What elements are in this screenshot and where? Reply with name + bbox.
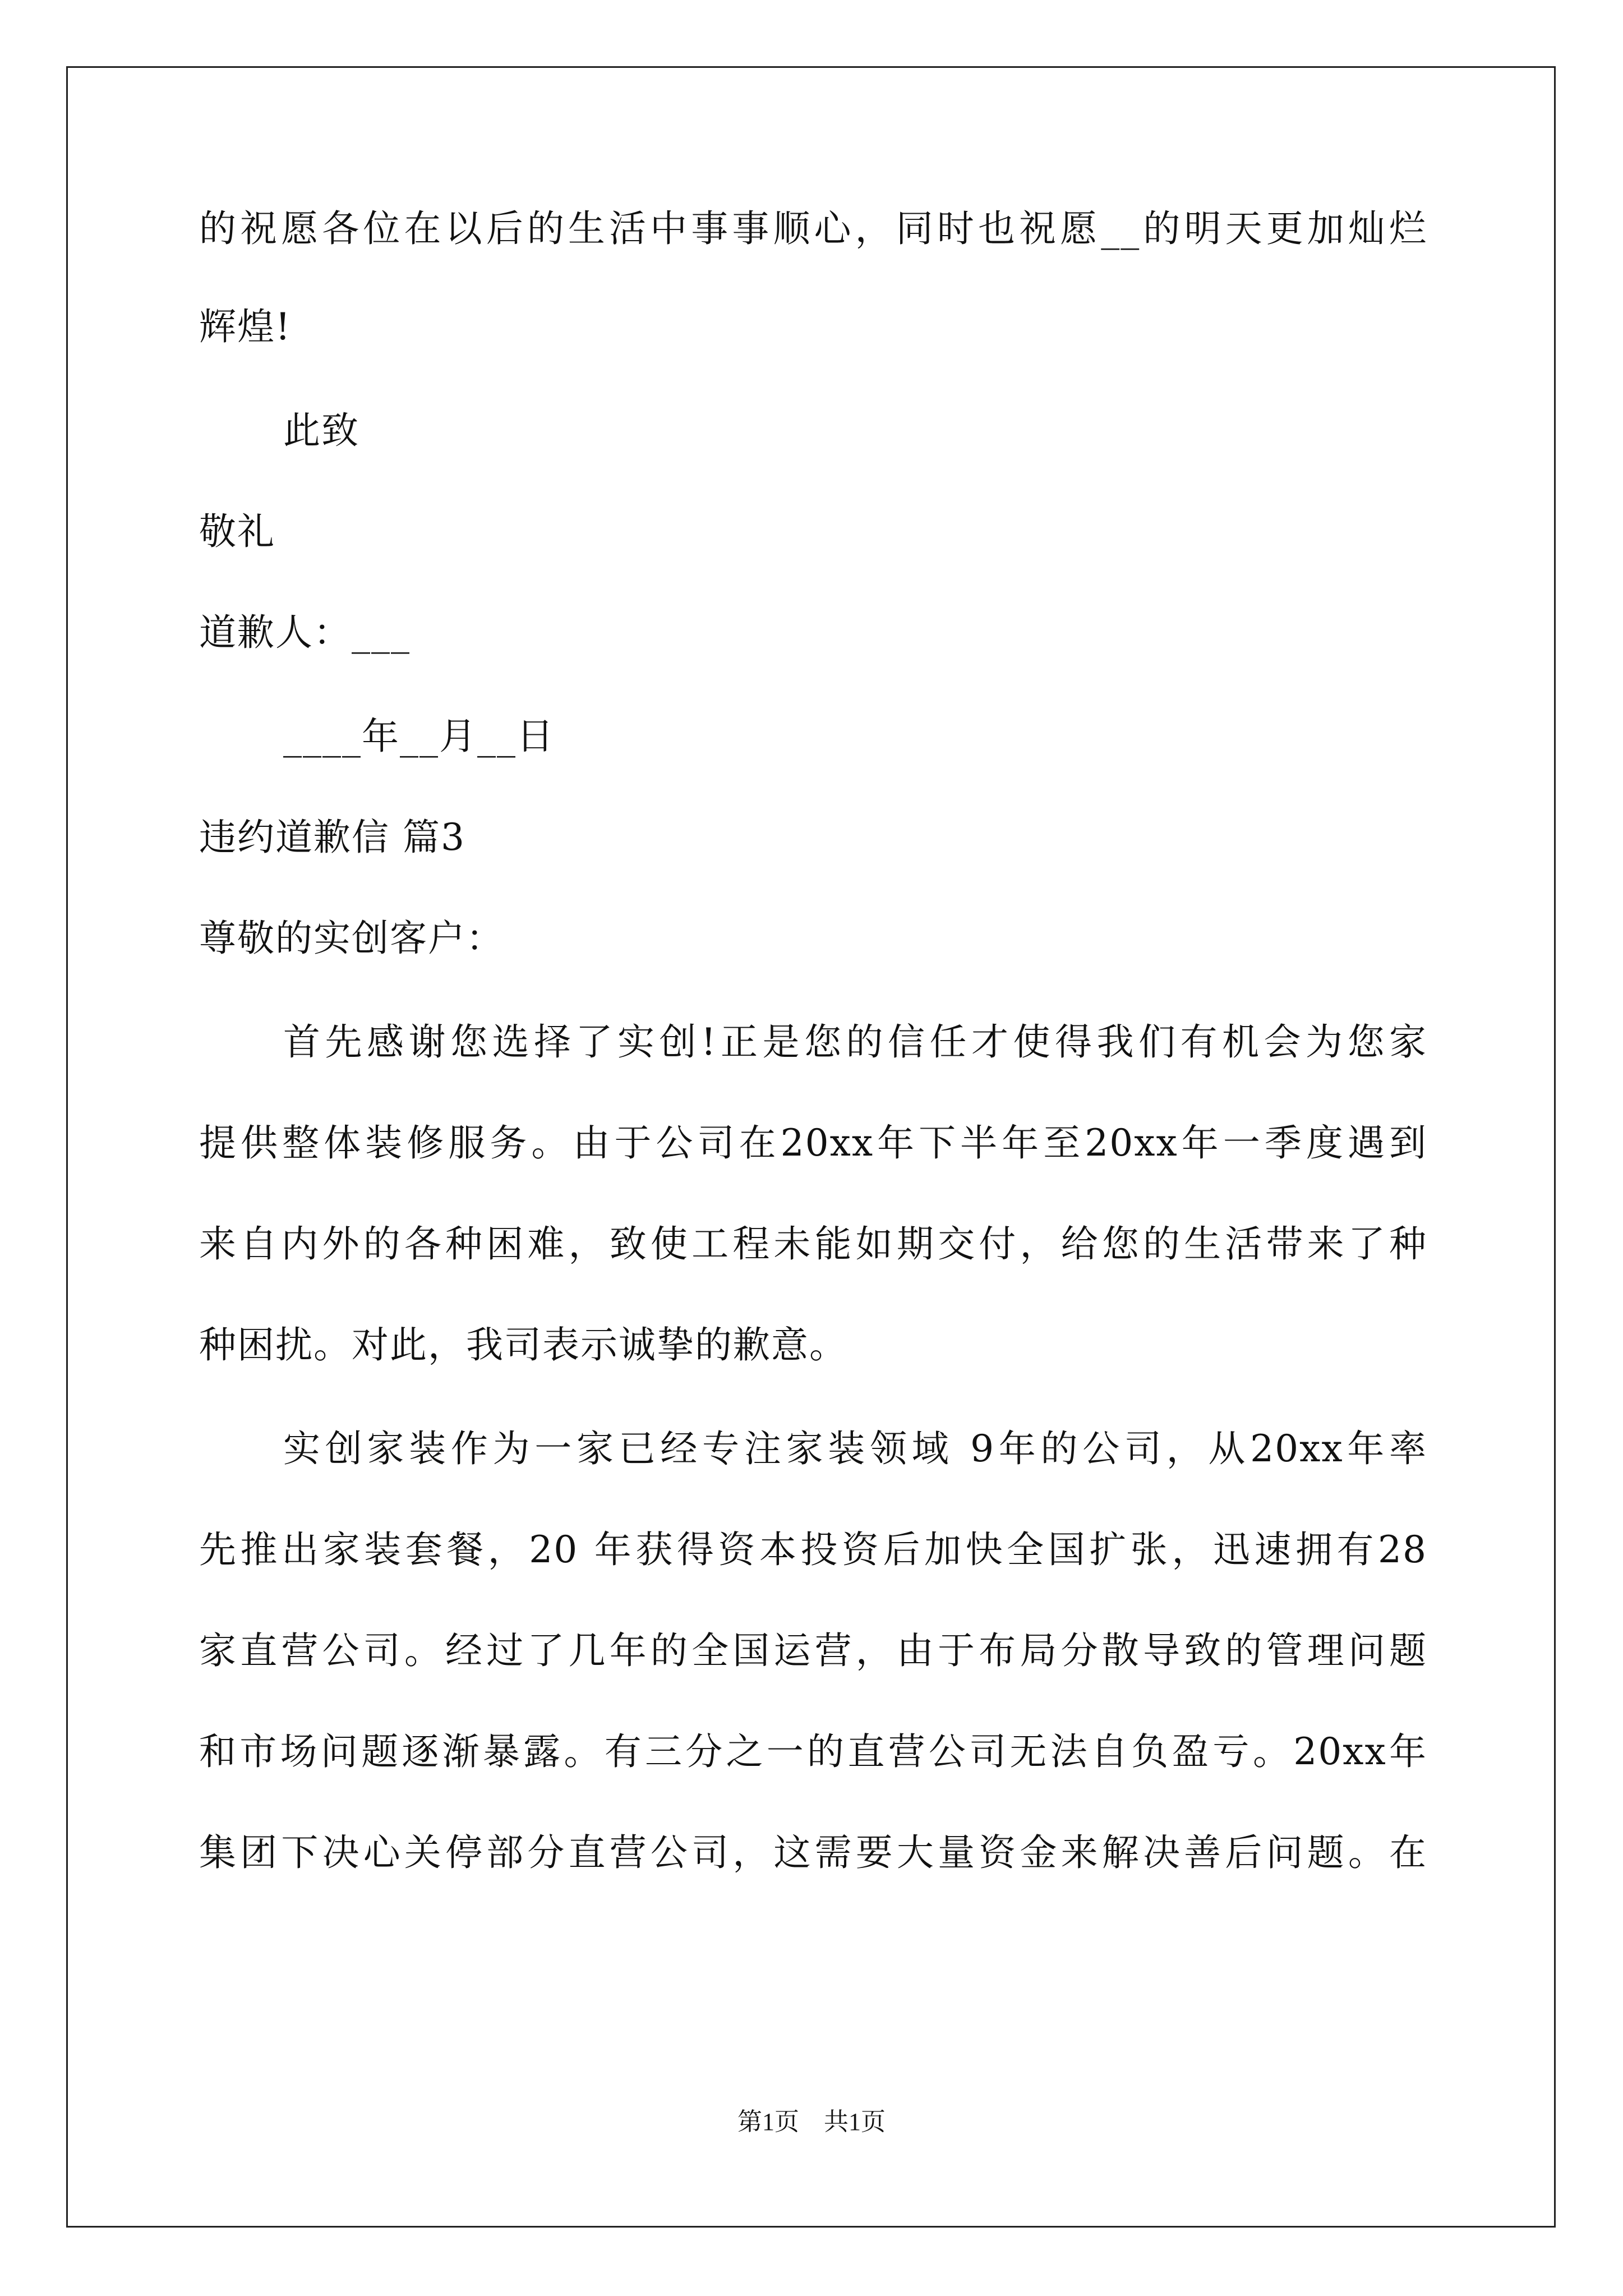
text-line-10: 提供整体装修服务。由于公司在20xx年下半年至20xx年一季度遇到 — [199, 1121, 1427, 1165]
text-line-6: ____年__月__日 — [283, 715, 555, 758]
page-number-footer: 第1页 共1页 — [737, 2108, 886, 2136]
text-line-7: 违约道歉信 篇3 — [199, 816, 465, 859]
text-line-17: 集团下决心关停部分直营公司，这需要大量资金来解决善后问题。在 — [199, 1831, 1427, 1874]
text-line-8: 尊敬的实创客户： — [199, 917, 504, 960]
text-line-4: 敬礼 — [199, 510, 275, 553]
text-line-13: 实创家装作为一家已经专注家装领域 9年的公司，从20xx年率 — [283, 1427, 1427, 1470]
text-line-2: 辉煌! — [199, 305, 292, 348]
text-line-14: 先推出家装套餐，20 年获得资本投资后加快全国扩张，迅速拥有28 — [199, 1528, 1427, 1571]
text-line-11: 来自内外的各种困难，致使工程未能如期交付，给您的生活带来了种 — [199, 1222, 1427, 1266]
text-line-1: 的祝愿各位在以后的生活中事事顺心，同时也祝愿__的明天更加灿烂 — [199, 207, 1427, 250]
text-line-3: 此致 — [283, 409, 359, 452]
text-line-5: 道歉人：___ — [199, 611, 411, 654]
text-line-12: 种困扰。对此，我司表示诚挚的歉意。 — [199, 1323, 847, 1366]
text-line-16: 和市场问题逐渐暴露。有三分之一的直营公司无法自负盈亏。20xx年 — [199, 1730, 1427, 1773]
text-line-15: 家直营公司。经过了几年的全国运营，由于布局分散导致的管理问题 — [199, 1629, 1427, 1672]
text-line-9: 首先感谢您选择了实创!正是您的信任才使得我们有机会为您家 — [283, 1020, 1427, 1064]
